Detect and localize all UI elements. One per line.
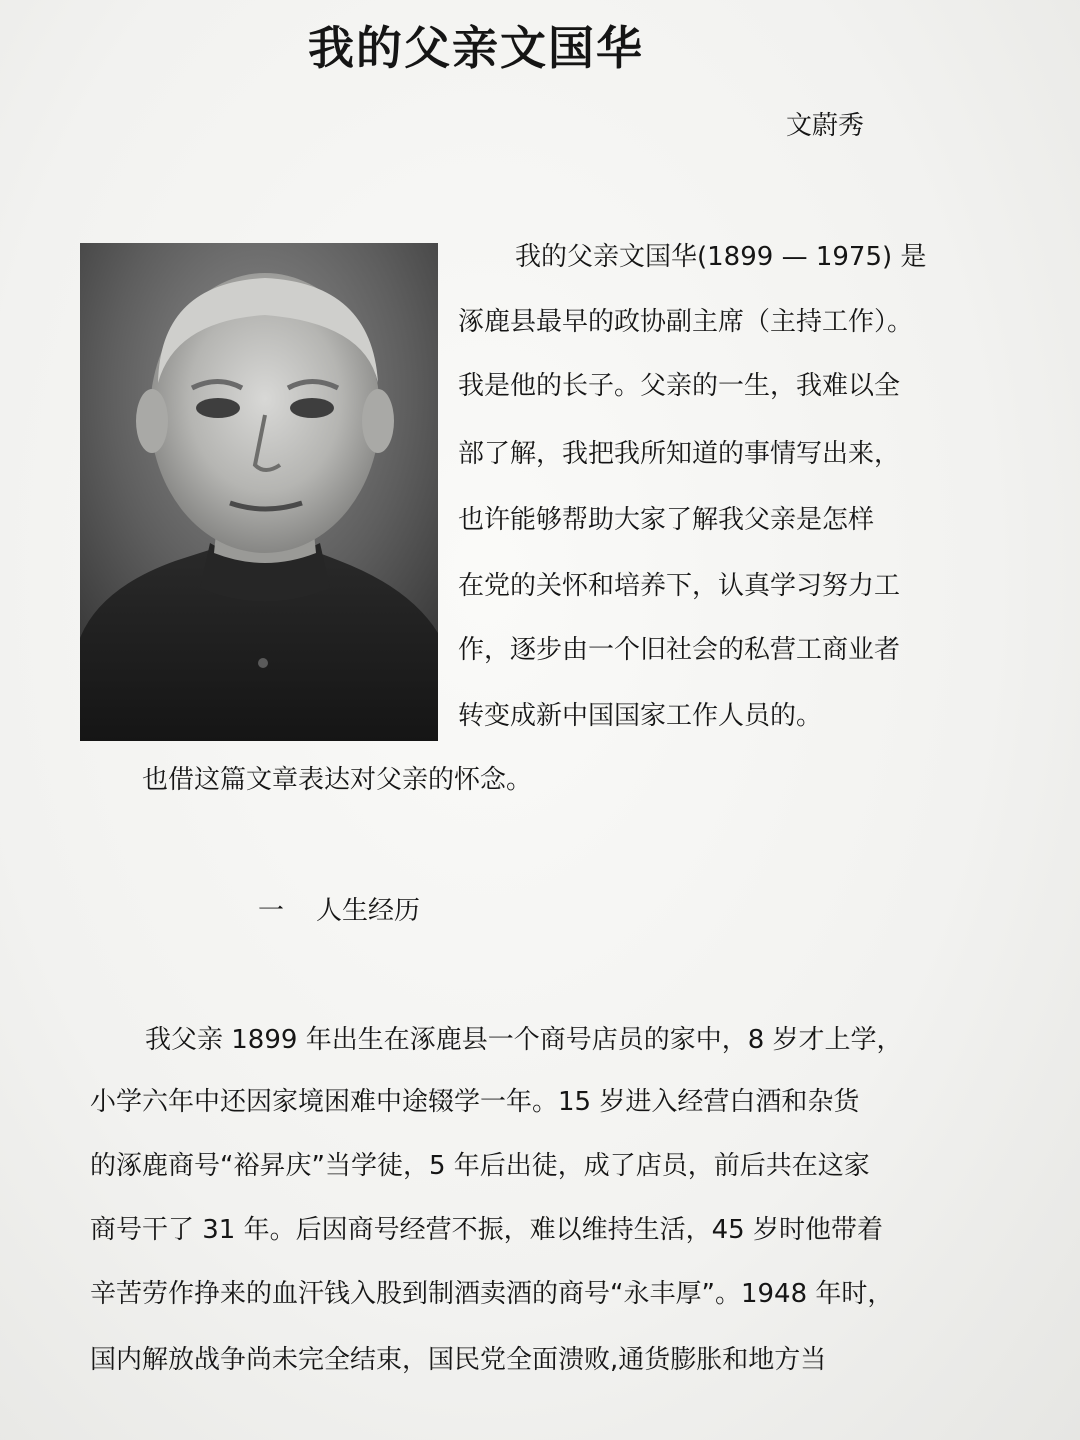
intro-line-8: 转变成新中国国家工作人员的。 — [458, 701, 823, 731]
intro-closing: 也借这篇文章表达对父亲的怀念。 — [142, 765, 533, 795]
body-line-5: 辛苦劳作挣来的血汗钱入股到制酒卖酒的商号“永丰厚”。1948 年时， — [90, 1279, 894, 1309]
intro-line-3: 我是他的长子。父亲的一生，我难以全 — [458, 371, 901, 401]
body-line-4: 商号干了 31 年。后因商号经营不振，难以维持生活，45 岁时他带着 — [90, 1215, 883, 1245]
intro-line-4: 部了解，我把我所知道的事情写出来， — [458, 439, 901, 469]
intro-line-6: 在党的关怀和培养下，认真学习努力工 — [458, 571, 901, 601]
article-author: 文蔚秀 — [786, 111, 865, 141]
body-line-2: 小学六年中还因家境困难中途辍学一年。15 岁进入经营白酒和杂货 — [90, 1087, 860, 1117]
portrait-photo — [80, 243, 438, 741]
body-line-3: 的涿鹿商号“裕昇庆”当学徒，5 年后出徒，成了店员，前后共在这家 — [90, 1151, 870, 1181]
intro-line-5: 也许能够帮助大家了解我父亲是怎样 — [458, 505, 875, 535]
intro-line-2: 涿鹿县最早的政协副主席（主持工作）。 — [458, 307, 914, 337]
portrait-image — [80, 243, 438, 741]
article-title: 我的父亲文国华 — [308, 21, 644, 75]
section-title: 人生经历 — [316, 896, 421, 926]
section-number: 一 — [258, 896, 285, 926]
section-heading — [258, 893, 420, 929]
body-line-6: 国内解放战争尚未完全结束，国民党全面溃败,通货膨胀和地方当 — [90, 1345, 827, 1375]
intro-line-7: 作，逐步由一个旧社会的私营工商业者 — [458, 635, 901, 665]
body-line-1: 我父亲 1899 年出生在涿鹿县一个商号店员的家中，8 岁才上学， — [145, 1025, 903, 1055]
intro-line-1: 我的父亲文国华(1899 — 1975) 是 — [515, 242, 927, 272]
